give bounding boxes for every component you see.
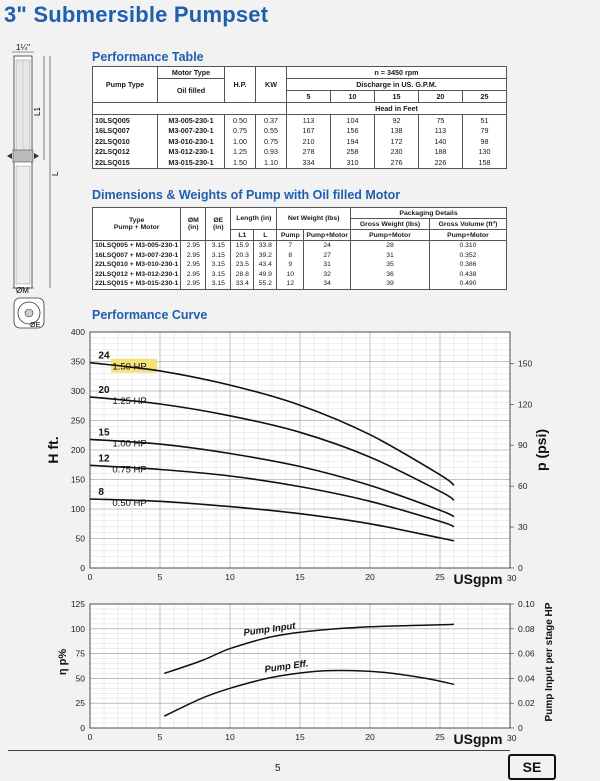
table-row: 22LSQ012 + M3-012-230-1 2.95 3.15 28.8 49.9 10 32 36 0.438 — [93, 270, 507, 280]
y2-axis-label: Pump Input per stage HP — [544, 602, 555, 722]
col-pump: Pump — [277, 230, 304, 241]
y-tick-label: 125 — [70, 599, 85, 609]
y-tick-label: 100 — [70, 623, 85, 634]
table-row: 10LSQ005 M3-005-230-1 0.50 0.37 113 104 92 75 51 — [93, 115, 507, 126]
col-gross-v: Gross Volume (ft³) — [429, 219, 506, 230]
y2-tick-label: 0.08 — [518, 623, 535, 634]
y2-tick-label: 60 — [518, 481, 528, 492]
col-pump-motor: Pump+Motor — [351, 230, 430, 241]
col-flow: 15 — [374, 91, 418, 103]
dim-width-label: 1¼" — [16, 43, 30, 52]
y2-tick-label: 0.04 — [518, 673, 535, 684]
table-row: 10LSQ005 + M3-005-230-1 2.95 3.15 15.9 33.8 7 24 28 0.310 — [93, 241, 507, 251]
series-hp-label: 0.75 HP — [112, 464, 147, 476]
dim-e-label: ØE — [30, 322, 41, 329]
y-tick-label: 250 — [70, 415, 85, 426]
y-tick-label: 0 — [80, 723, 85, 733]
series-hp-label: 1.00 HP — [112, 438, 147, 450]
x-tick-label: 15 — [295, 732, 305, 742]
table-row: 22LSQ010 M3-010-230-1 1.00 0.75 210 194 172 140 98 — [93, 136, 507, 147]
col-discharge: Discharge in US. G.P.M. — [287, 79, 507, 91]
col-l1: L1 — [231, 230, 254, 241]
series-label: Pump Input — [242, 620, 297, 639]
col-m: ØM — [187, 217, 199, 224]
col-flow: 20 — [418, 91, 462, 103]
col-l: L — [254, 230, 277, 241]
page-number: 5 — [275, 763, 281, 774]
series-stages-label: 20 — [98, 384, 110, 396]
series-hp-label: 0.50 HP — [112, 497, 147, 509]
x-tick-label: 25 — [435, 572, 445, 582]
y2-tick-label: 30 — [518, 522, 528, 533]
table-row: 16LSQ007 + M3-007-230-1 2.95 3.15 20.3 39.2 8 27 31 0.352 — [93, 251, 507, 261]
y-tick-label: 0 — [80, 563, 85, 573]
col-flow: 5 — [287, 91, 331, 103]
col-net: Net Weight (lbs) — [277, 208, 351, 230]
col-pump-type: Pump Type — [93, 67, 158, 103]
series-stages-label: 12 — [98, 453, 110, 465]
performance-table — [92, 66, 507, 169]
performance-curve-chart — [0, 320, 600, 592]
col-rpm: n = 3450 rpm — [287, 67, 507, 79]
col-pump-motor: Pump+Motor — [304, 230, 351, 241]
x-tick-label: 0 — [87, 572, 93, 582]
col-pack: Packaging Details — [351, 208, 507, 219]
y2-tick-label: 0 — [518, 563, 523, 573]
col-hp: H.P. — [225, 67, 256, 103]
col-unit: (in) — [188, 224, 199, 231]
y2-axis-label: p (psi) — [533, 429, 549, 471]
x-tick-label: 30 — [507, 573, 517, 583]
dim-l-label: L — [51, 171, 60, 176]
y2-tick-label: 150 — [518, 358, 533, 369]
y-axis-label: η p% — [57, 648, 69, 676]
col-flow: 10 — [330, 91, 374, 103]
table-row: 22LSQ015 M3-015-230-1 1.50 1.10 334 310 276 226 158 — [93, 157, 507, 168]
efficiency-chart — [0, 596, 600, 748]
y-tick-label: 50 — [75, 533, 85, 544]
brand-logo: SE — [508, 754, 556, 780]
col-oil-filled: Oil filled — [158, 79, 225, 103]
table-row: 16LSQ007 M3-007-230-1 0.75 0.55 167 156 138 113 79 — [93, 126, 507, 137]
y-axis-label: H ft. — [45, 436, 61, 464]
y-tick-label: 25 — [75, 698, 85, 709]
y-tick-label: 100 — [70, 504, 85, 514]
y-tick-label: 400 — [70, 327, 85, 337]
y-tick-label: 300 — [70, 386, 85, 396]
dim-m-label: ØM — [16, 286, 29, 295]
x-tick-label: 20 — [365, 572, 375, 582]
col-pump-motor: Pump+Motor — [429, 230, 506, 241]
x-tick-label: 25 — [435, 732, 445, 742]
x-axis-label: USgpm — [453, 731, 503, 747]
series-hp-label: 1.25 HP — [112, 395, 147, 407]
x-tick-label: 10 — [225, 572, 235, 582]
footer-divider — [8, 750, 510, 751]
col-gross-w: Gross Weight (lbs) — [351, 219, 430, 230]
y-tick-label: 75 — [75, 648, 85, 659]
dim-l1-label: L1 — [33, 107, 42, 116]
series-hp-label: 1.50 HP — [112, 361, 147, 373]
series-stages-label: 24 — [98, 350, 110, 362]
col-flow: 25 — [462, 91, 506, 103]
dim-table-heading: Dimensions & Weights of Pump with Oil filled Motor — [92, 188, 401, 202]
series-stages-label: 8 — [98, 486, 104, 498]
x-tick-label: 30 — [507, 733, 517, 743]
y-tick-label: 350 — [70, 356, 85, 367]
y-tick-label: 200 — [70, 445, 85, 455]
x-tick-label: 10 — [225, 732, 235, 742]
y2-tick-label: 120 — [518, 399, 533, 410]
y2-tick-label: 90 — [518, 440, 528, 451]
y-tick-label: 50 — [75, 673, 85, 684]
x-axis-label: USgpm — [453, 571, 503, 587]
x-tick-label: 20 — [365, 732, 375, 742]
x-tick-label: 5 — [157, 732, 163, 742]
x-tick-label: 0 — [87, 732, 93, 742]
perf-table-heading: Performance Table — [92, 50, 204, 64]
series-stages-label: 15 — [98, 427, 110, 439]
col-type: Type — [128, 217, 145, 224]
col-e: ØE — [213, 217, 224, 224]
x-tick-label: 15 — [295, 572, 305, 582]
y2-tick-label: 0.02 — [518, 698, 535, 709]
dimensions-table — [92, 207, 507, 290]
page-title: 3" Submersible Pumpset — [4, 2, 269, 27]
y2-tick-label: 0.06 — [518, 648, 535, 659]
col-unit: (in) — [213, 224, 224, 231]
series-label: Pump Eff. — [263, 658, 310, 676]
table-row: 22LSQ012 M3-012-230-1 1.25 0.93 278 258 230 188 130 — [93, 147, 507, 158]
table-row: 22LSQ015 + M3-015-230-1 2.95 3.15 33.4 55.2 12 34 39 0.490 — [93, 279, 507, 289]
y-tick-label: 150 — [70, 474, 85, 485]
curve-heading: Performance Curve — [92, 308, 208, 322]
y2-tick-label: 0 — [518, 723, 523, 733]
x-tick-label: 5 — [157, 572, 163, 582]
pump-drawing — [0, 36, 88, 346]
col-type2: Pump + Motor — [113, 224, 160, 231]
table-row: 22LSQ010 + M3-010-230-1 2.95 3.15 23.5 43.4 9 31 35 0.386 — [93, 260, 507, 270]
col-head: Head in Feet — [287, 103, 507, 115]
col-kw: KW — [256, 67, 287, 103]
col-length: Length (in) — [231, 208, 277, 230]
y2-tick-label: 0.10 — [518, 599, 535, 609]
col-motor-type: Motor Type — [158, 67, 225, 79]
